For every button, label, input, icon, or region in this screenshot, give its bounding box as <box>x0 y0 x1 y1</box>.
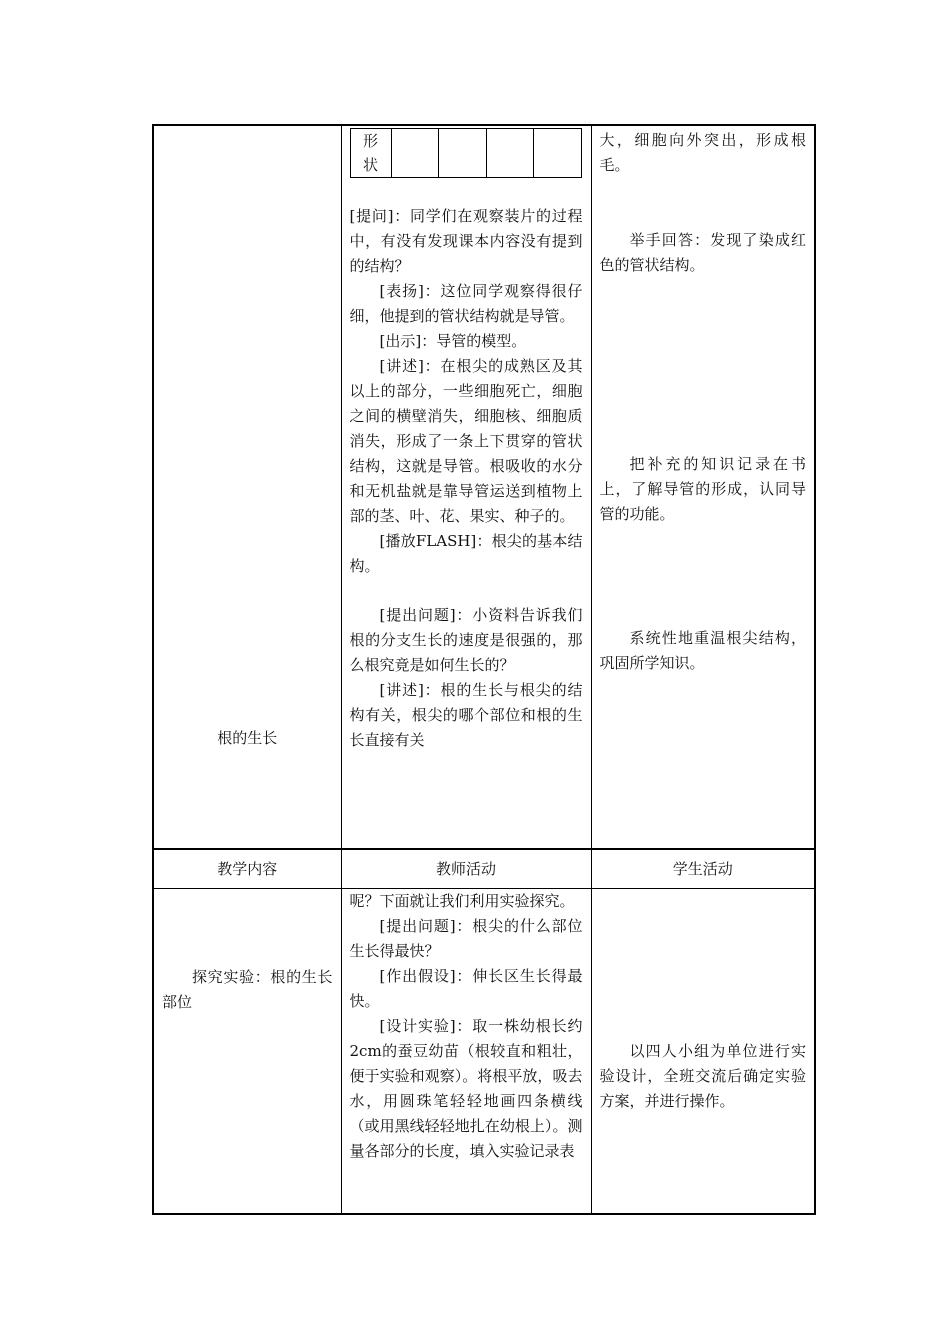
content-cell <box>153 125 341 849</box>
table-row <box>153 125 815 849</box>
teacher-activity-cell <box>341 125 591 849</box>
teacher-paragraph: [讲述]：根的生长与根尖的结构有关，根尖的哪个部位和根的生长直接有关 <box>349 681 583 749</box>
student-paragraph: 以四人小组为单位进行实验设计，全班交流后确定实验方案，并进行操作。 <box>599 1042 806 1110</box>
teacher-paragraph: [讲述]：在根尖的成熟区及其以上的部分，一些细胞死亡，细胞之间的横壁消失，细胞核、细胞质消失，形成了一条上下贯穿的管状结构，这就是导管。根吸收的水分和无机盐就是靠导管运送到植物上部的茎、叶、花、果实、种子的。 <box>349 357 583 525</box>
mini-table-cell <box>439 129 487 178</box>
mini-table-label: 形状 <box>350 129 391 178</box>
student-activity-cell <box>591 889 815 1215</box>
record-mini-table <box>350 128 582 178</box>
content-cell <box>153 889 341 1215</box>
teacher-paragraph: 呢？下面就让我们利用实验探究。 <box>349 892 575 910</box>
teacher-paragraph: [提出问题]：小资料告诉我们根的分支生长的速度是很强的，那么根究竟是如何生长的？ <box>349 606 583 674</box>
table-header-row <box>153 849 815 889</box>
teacher-paragraph: [提问]：同学们在观察装片的过程中，有没有发现课本内容没有提到的结构？ <box>349 207 583 275</box>
teacher-paragraph: [作出假设]：伸长区生长得最快。 <box>349 967 583 1010</box>
teacher-paragraph: [提出问题]：根尖的什么部位生长得最快？ <box>349 917 583 960</box>
teacher-activity-cell <box>341 889 591 1215</box>
header-teacher: 教师活动 <box>341 849 591 889</box>
lesson-plan-table <box>152 124 816 1215</box>
teacher-paragraph: [出示]：导管的模型。 <box>379 332 527 350</box>
header-content: 教学内容 <box>153 849 341 889</box>
section-label: 根的生长 <box>217 729 278 747</box>
student-paragraph: 举手回答：发现了染成红色的管状结构。 <box>599 231 806 274</box>
header-student: 学生活动 <box>591 849 815 889</box>
mini-table-cell <box>391 129 439 178</box>
teacher-paragraph: [表扬]：这位同学观察得很仔细，他提到的管状结构就是导管。 <box>349 282 583 325</box>
table-row <box>153 889 815 1215</box>
student-paragraph: 把补充的知识记录在书上，了解导管的形成，认同导管的功能。 <box>599 455 806 523</box>
teacher-paragraph: [播放FLASH]：根尖的基本结构。 <box>349 532 583 575</box>
section-label: 探究实验：根的生长部位 <box>162 968 333 1011</box>
student-activity-cell <box>591 125 815 849</box>
mini-table-cell <box>486 129 534 178</box>
teacher-paragraph: [设计实验]：取一株幼根长约2cm的蚕豆幼苗（根较直和粗壮，便于实验和观察）。将根平放，吸去水，用圆珠笔轻轻地画四条横线（或用黑线轻轻地扎在幼根上）。测量各部分的长度，填入实验记录表 <box>349 1017 583 1160</box>
student-paragraph: 系统性地重温根尖结构，巩固所学知识。 <box>599 629 806 672</box>
student-paragraph: 大，细胞向外突出，形成根毛。 <box>599 131 806 174</box>
mini-table-cell <box>534 129 582 178</box>
